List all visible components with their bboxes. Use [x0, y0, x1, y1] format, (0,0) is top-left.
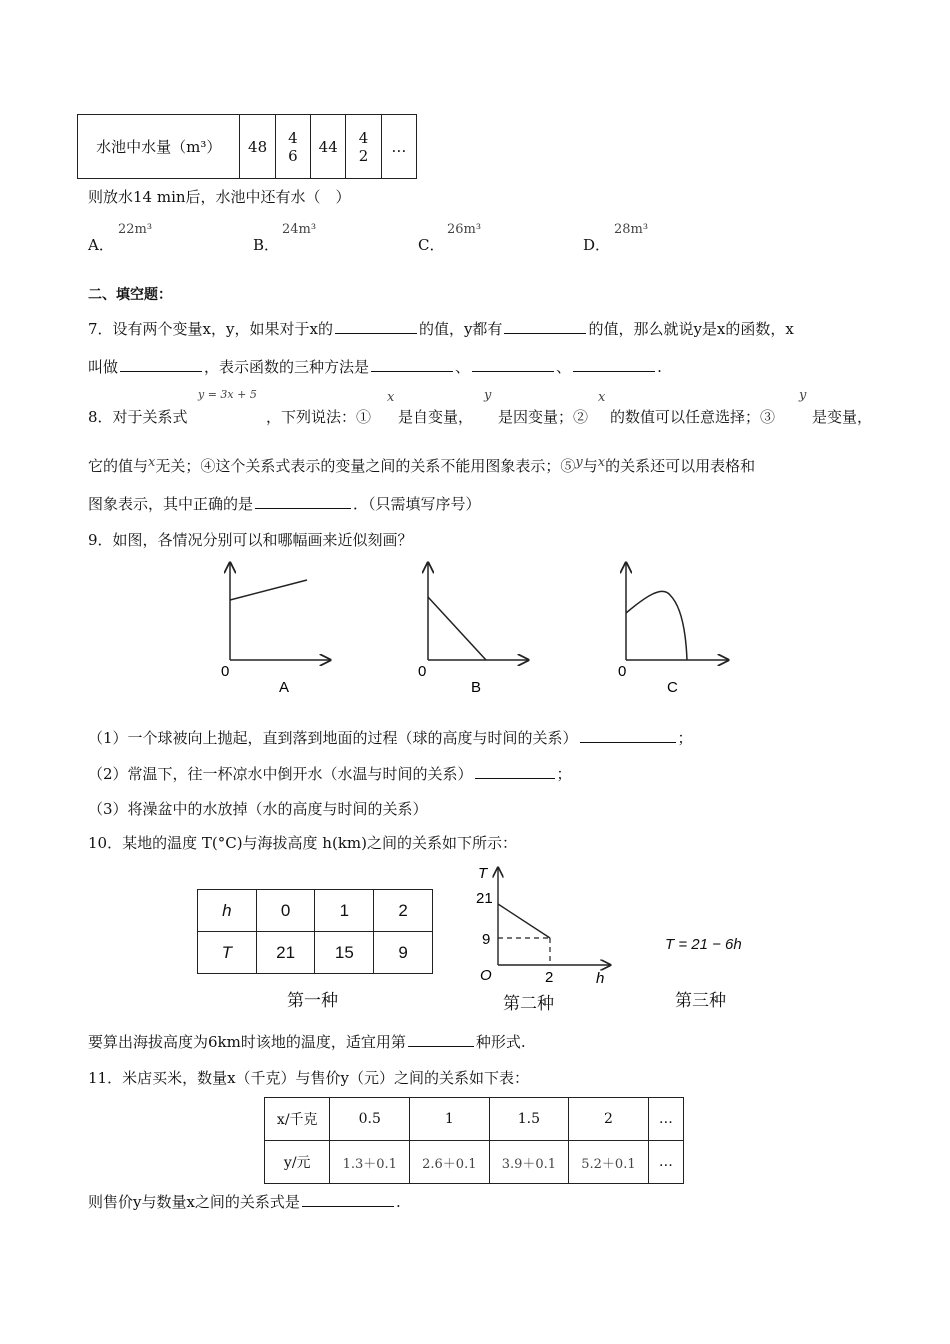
q7-text: ，表示函数的三种方法是	[204, 358, 370, 376]
answer-blank[interactable]	[504, 319, 586, 334]
q8-text: 是因变量；②	[498, 408, 589, 426]
table-cell: 2.6＋0.1	[410, 1141, 490, 1184]
q9-title: 9．如图，各情况分别可以和哪幅画来近似刻画？	[88, 531, 413, 549]
option-b-letter: B．	[253, 236, 280, 254]
q8-var: x	[387, 390, 395, 405]
origin-label: 0	[618, 663, 627, 680]
answer-blank[interactable]	[475, 764, 555, 779]
graph-b	[418, 563, 528, 696]
table-cell: 15	[315, 932, 374, 974]
answer-blank[interactable]	[120, 357, 202, 372]
answer-blank[interactable]	[408, 1032, 474, 1047]
q8-line2	[88, 455, 755, 476]
table-cell: 1	[315, 890, 374, 932]
q8-text: 无关；④这个关系式表示的变量之间的关系不能用图象表示；⑤	[155, 457, 576, 475]
q7-text: 的值，那么就说y是x的函数，x	[588, 320, 794, 338]
table-cell: T	[198, 932, 257, 974]
answer-blank[interactable]	[335, 319, 417, 334]
q10-table	[197, 889, 433, 974]
q8-text: 的数值可以任意选择；③	[610, 408, 776, 426]
q8-text: 它的值与	[88, 457, 149, 475]
q9-graphs	[200, 555, 760, 700]
graph-b-label: B	[471, 679, 482, 696]
table-cell: 4 2	[346, 115, 381, 179]
caption-third: 第三种	[675, 991, 726, 1010]
q8-var: x	[148, 455, 156, 470]
table-cell: 1	[410, 1098, 490, 1141]
table-cell: 44	[311, 115, 346, 179]
y-tick-9: 9	[482, 931, 491, 948]
q6-options	[88, 222, 788, 256]
caption-second: 第二种	[503, 994, 554, 1013]
q9-text: ；	[556, 765, 572, 783]
q8-line1	[88, 388, 908, 432]
q8-var: x	[598, 390, 606, 405]
table-cell: 48	[240, 115, 275, 179]
origin-label: O	[480, 967, 492, 984]
q8-var: x	[597, 455, 606, 470]
q7-text: .	[657, 358, 662, 376]
q8-text: 图象表示，其中正确的是	[88, 495, 254, 513]
q8-text: 的关系还可以用表格和	[605, 457, 756, 475]
q7-text: 叫做	[88, 358, 119, 376]
caption-first: 第一种	[287, 991, 338, 1010]
water-volume-table	[77, 114, 417, 179]
table-cell: …	[648, 1141, 683, 1184]
option-d-value: 28m³	[614, 222, 649, 237]
option-b-value: 24m³	[282, 222, 317, 237]
q11-text: 则售价y与数量x之间的关系式是	[88, 1193, 300, 1211]
q9-item-1	[88, 727, 693, 748]
table-cell: 9	[374, 932, 433, 974]
section-title: 二、填空题：	[88, 287, 172, 303]
answer-blank[interactable]	[371, 357, 453, 372]
water-volume-label: 水池中水量（m³）	[78, 115, 240, 179]
graph-a-line	[230, 580, 307, 600]
q9-item-2	[88, 763, 572, 784]
option-a-value: 22m³	[118, 222, 153, 237]
q8-var: y	[799, 388, 807, 403]
q8-var: y	[484, 388, 492, 403]
x-tick-2: 2	[545, 969, 554, 986]
q7-line2	[88, 356, 662, 377]
q11-title: 11．米店买米，数量x（千克）与售价y（元）之间的关系如下表：	[88, 1069, 530, 1087]
table-cell: 2	[569, 1098, 649, 1141]
q8-text: 与	[582, 457, 598, 475]
q11-text: .	[395, 1193, 401, 1211]
q11-table	[264, 1097, 684, 1184]
table-cell: 5.2＋0.1	[569, 1141, 649, 1184]
table-cell: h	[198, 890, 257, 932]
q7-text: 7．设有两个变量x，y，如果对于x的	[88, 320, 333, 338]
q10-graph	[470, 862, 620, 987]
q9-text: ；	[677, 729, 693, 747]
q10-formula: T = 21 − 6h	[665, 936, 742, 953]
q10-text: 种形式.	[475, 1033, 526, 1051]
q10-question	[88, 1031, 526, 1052]
q9-item-text: （2）常温下，往一杯凉水中倒开水（水温与时间的关系）	[88, 765, 473, 783]
graph-c-curve	[626, 591, 687, 660]
graph-a-label: A	[279, 679, 290, 696]
q8-text: ，下列说法：①	[266, 408, 372, 426]
q6-question: 则放水14 min后，水池中还有水（ ）	[88, 188, 351, 206]
graph-a	[221, 563, 330, 696]
option-c-value: 26m³	[447, 222, 482, 237]
answer-blank[interactable]	[580, 728, 676, 743]
table-cell: y/元	[265, 1141, 330, 1184]
h-axis-label: h	[596, 970, 605, 987]
table-cell: 21	[256, 932, 315, 974]
graph-c	[618, 563, 728, 696]
q7-line1	[88, 318, 794, 339]
q8-text: 是自变量，	[398, 408, 474, 426]
q7-text: 、	[455, 358, 471, 376]
table-cell: …	[381, 115, 416, 179]
q8-text: ．（只需填写序号）	[353, 495, 481, 513]
table-cell: x/千克	[265, 1098, 330, 1141]
answer-blank[interactable]	[472, 357, 554, 372]
answer-blank[interactable]	[302, 1192, 394, 1207]
table-cell: 2	[374, 890, 433, 932]
table-cell: 3.9＋0.1	[489, 1141, 569, 1184]
graph-b-line	[428, 597, 486, 660]
q7-text: 、	[556, 358, 572, 376]
y-tick-21: 21	[476, 890, 493, 907]
answer-blank[interactable]	[573, 357, 655, 372]
t-axis-label: T	[478, 865, 488, 882]
q10-text: 要算出海拔高度为6km时该地的温度，适宜用第	[88, 1033, 406, 1051]
q8-var: y	[575, 455, 583, 470]
table-cell: 4 6	[275, 115, 310, 179]
q7-text: 的值，y都有	[418, 320, 503, 338]
table-cell: 1.3＋0.1	[330, 1141, 410, 1184]
answer-blank[interactable]	[255, 494, 351, 509]
origin-label: 0	[418, 663, 427, 680]
q9-item-text: （1）一个球被向上抛起，直到落到地面的过程（球的高度与时间的关系）	[88, 729, 578, 747]
table-cell: …	[648, 1098, 683, 1141]
q8-formula: y = 3x + 5	[198, 388, 257, 401]
origin-label: 0	[221, 663, 230, 680]
q8-text: 8．对于关系式	[88, 408, 188, 426]
q9-item-3: （3）将澡盆中的水放掉（水的高度与时间的关系）	[88, 800, 428, 818]
q8-line3	[88, 493, 481, 514]
graph-c-label: C	[667, 679, 678, 696]
option-c-letter: C．	[418, 236, 445, 254]
table-cell: 0	[256, 890, 315, 932]
temperature-line	[498, 904, 550, 938]
q10-title: 10．某地的温度 T(°C)与海拔高度 h(km)之间的关系如下所示：	[88, 834, 517, 852]
table-cell: 1.5	[489, 1098, 569, 1141]
table-cell: 0.5	[330, 1098, 410, 1141]
q8-text: 是变量，	[812, 408, 873, 426]
q11-question	[88, 1191, 401, 1212]
option-a-letter: A．	[88, 236, 114, 254]
option-d-letter: D．	[583, 236, 611, 254]
